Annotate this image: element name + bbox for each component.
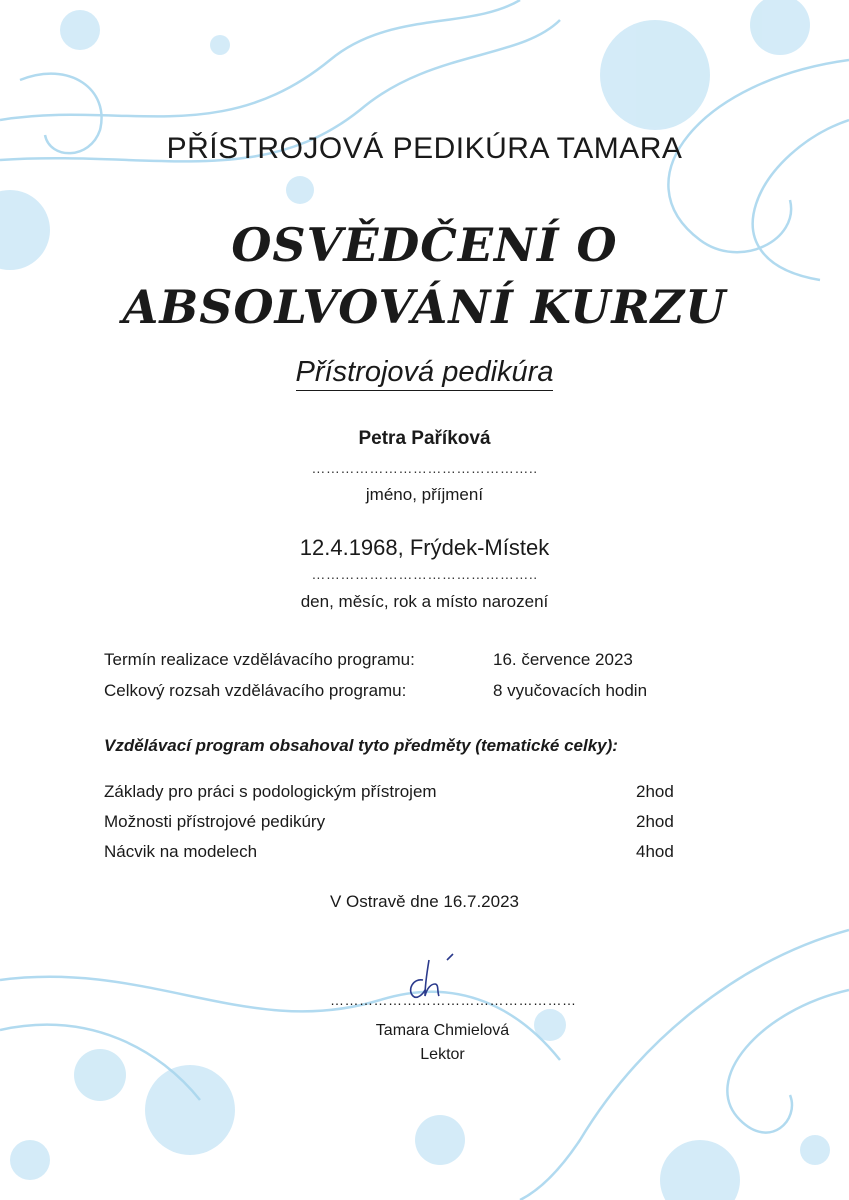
course-name <box>0 356 849 389</box>
subject-name: Nácvik na modelech <box>104 842 258 861</box>
certificate-title-line1: OSVĚDČENÍ O <box>231 218 618 272</box>
name-caption: jméno, příjmení <box>365 485 484 504</box>
term-label: Termín realizace vzdělávacího programu: <box>104 650 415 669</box>
signature-dotted-line: …………………………………………… <box>330 992 577 1008</box>
course-name-text: Přístrojová pedikúra <box>296 356 554 391</box>
subjects-heading: Vzdělávací program obsahoval tyto předměty (tematické celky): <box>104 736 618 755</box>
subject-hours: 2hod <box>636 812 674 831</box>
birth-info: 12.4.1968, Frýdek-Místek <box>299 535 550 560</box>
lector-role: Lektor <box>420 1046 465 1063</box>
subject-hours: 4hod <box>636 842 674 861</box>
subject-name: Možnosti přístrojové pedikúry <box>104 812 326 831</box>
scope-value: 8 vyučovacích hodin <box>493 681 648 700</box>
subject-hours: 2hod <box>636 782 674 801</box>
birth-dotted-line: ……………………………………….. <box>311 566 538 582</box>
holder-name: Petra Paříková <box>358 428 491 449</box>
organization-name: PŘÍSTROJOVÁ PEDIKÚRA TAMARA <box>166 132 683 165</box>
subject-name: Základy pro práci s podologickým přístrojem <box>104 782 437 801</box>
name-dotted-line: ……………………………………….. <box>311 460 538 476</box>
certificate-title-line2: ABSOLVOVÁNÍ KURZU <box>122 280 727 334</box>
birth-caption: den, měsíc, rok a místo narození <box>300 592 549 611</box>
term-value: 16. července 2023 <box>493 650 633 669</box>
place-and-date: V Ostravě dne 16.7.2023 <box>329 892 520 911</box>
lector-name: Tamara Chmielová <box>375 1022 510 1039</box>
scope-label: Celkový rozsah vzdělávacího programu: <box>104 681 407 700</box>
